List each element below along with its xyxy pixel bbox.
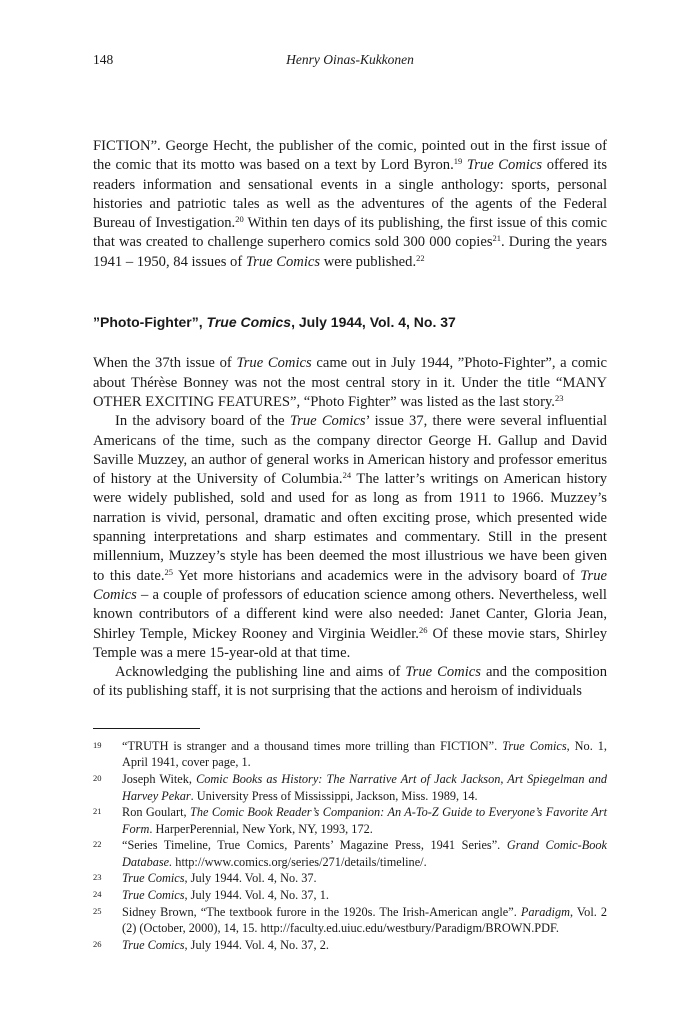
footnote-text: “TRUTH is stranger and a thousand times more trilling than FICTION”. bbox=[122, 738, 503, 753]
text-run: Acknowledging the publishing line and aims of bbox=[115, 664, 406, 681]
footnote-ref[interactable]: 25 bbox=[164, 566, 173, 577]
paragraph bbox=[93, 663, 607, 702]
paragraph bbox=[93, 137, 607, 272]
footnotes bbox=[93, 738, 607, 954]
footnote-italic: True Comics bbox=[122, 937, 185, 952]
text-run: were published. bbox=[320, 253, 417, 270]
footnote-italic: Grand Comic-Book Database. bbox=[122, 838, 607, 869]
footnote-text: Joseph Witek, bbox=[122, 771, 197, 786]
footnote-text: Sidney Brown, “The textbook furore in the 1920s. The Irish-American angle”. bbox=[122, 904, 521, 919]
footnote-number: 21 bbox=[93, 806, 102, 817]
footnote-number: 22 bbox=[93, 839, 102, 850]
running-head: Henry Oinas-Kukkonen bbox=[286, 52, 414, 67]
footnote-italic: True Comics bbox=[502, 738, 567, 753]
page bbox=[93, 52, 607, 953]
footnote-ref[interactable]: 23 bbox=[554, 392, 564, 403]
footnote-text: . HarperPerennial, New York, NY, 1993, 172. bbox=[149, 821, 373, 836]
footnote-text[interactable]: http://www.comics.org/series/271/details/timeline/. bbox=[172, 854, 427, 869]
footnote bbox=[93, 771, 607, 804]
footnote-number: 20 bbox=[93, 772, 102, 783]
footnote bbox=[93, 904, 607, 937]
footnote-text: , No. 1, April 1941, cover page, 1. bbox=[122, 738, 607, 770]
footnote-text: , July 1944. Vol. 4, No. 37, 1. bbox=[184, 888, 329, 903]
footnote-italic: Paradigm bbox=[520, 904, 571, 919]
page-header bbox=[93, 52, 607, 72]
text-run: and the composition of its publishing staff, it is not surprising that the actions and heroism of individuals bbox=[93, 664, 608, 700]
text-run: The latter’s writings on American history were widely published, sold and used for as long as from 1911 to 1966. Muzzey’s narration is vivid, personal, dramatic and often exciting prose, which presented wide spanning interpretations and sharp estimates and commentary. Still in the present millennium, Muzzey’s style has been deemed the most illustrious we have been given to this date. bbox=[93, 471, 607, 584]
text-run: In the advisory board of the bbox=[115, 413, 290, 430]
italic-title: True Comics bbox=[245, 253, 321, 270]
heading-text: ”Photo-Fighter”, bbox=[93, 314, 207, 331]
footnote-ref[interactable]: 20 bbox=[235, 214, 244, 225]
body-text bbox=[93, 137, 607, 702]
footnote-ref[interactable]: 22 bbox=[416, 252, 425, 263]
footnote bbox=[93, 837, 607, 870]
footnote-separator bbox=[93, 728, 200, 729]
footnote-ref[interactable]: 26 bbox=[418, 624, 428, 635]
footnote-text: Ron Goulart, bbox=[122, 805, 190, 820]
footnote bbox=[93, 887, 607, 904]
footnote-ref[interactable]: 21 bbox=[492, 233, 501, 244]
footnote bbox=[93, 870, 607, 887]
footnote-text: “Series Timeline, True Comics, Parents’ Magazine Press, 1941 Series”. bbox=[122, 838, 507, 853]
footnote-number: 19 bbox=[93, 739, 102, 750]
text-run: came out in July 1944, ”Photo-Fighter”, a comic about Thérèse Bonney was not the most central story in it. Under the title “MANY OTHER EXCITING FEATURES”, “Photo Fighter” was listed as the last story. bbox=[93, 355, 607, 410]
footnote-italic: The Comic Book Reader’s Companion: An A-To-Z Guide to Everyone’s Favorite Art Form bbox=[122, 805, 607, 836]
section-heading bbox=[93, 313, 607, 332]
text-run: Of these movie stars, Shirley Temple was a mere 15-year-old at that time. bbox=[93, 625, 607, 661]
text-run: – a couple of professors of education science among others. Nevertheless, well known contributors of a different kind were also needed: Janet Canter, Gloria Jean, Shirley Temple, Mickey Rooney and Virginia Weidler. bbox=[93, 586, 607, 642]
paragraph bbox=[93, 354, 607, 412]
text-run: FICTION”. George Hecht, the publisher of the comic, pointed out in the first issue of the comic that its motto was based on a text by Lord Byron. bbox=[93, 138, 607, 174]
footnote-text[interactable]: , Vol. 2 (2) (October, 2000), 14, 15. http://faculty.ed.uiuc.edu/westbury/Paradigm/BROWN.PDF. bbox=[122, 904, 607, 936]
footnote-italic: True Comics bbox=[122, 888, 185, 903]
footnote bbox=[93, 937, 607, 954]
italic-title: True Comics bbox=[236, 355, 312, 372]
footnote-text: , July 1944. Vol. 4, No. 37, 2. bbox=[184, 937, 329, 952]
heading-italic-title: True Comics bbox=[206, 314, 292, 331]
italic-title: True Comics bbox=[405, 664, 481, 681]
footnote-text: . University Press of Mississippi, Jackson, Miss. 1989, 14. bbox=[190, 788, 478, 803]
footnote-number: 24 bbox=[93, 889, 102, 900]
footnote-italic: Comic Books as History: The Narrative Art of Jack Jackson, Art Spiegelman and Harvey Pekar bbox=[122, 771, 608, 803]
text-run: Within ten days of its publishing, the first issue of this comic that was created to challenge superhero comics sold 300 000 copies bbox=[93, 215, 607, 251]
footnote-number: 26 bbox=[93, 938, 102, 949]
text-run: . During the years 1941 – 1950, 84 issues of bbox=[93, 234, 607, 270]
footnote-ref[interactable]: 19 bbox=[453, 156, 463, 167]
footnote-ref[interactable]: 24 bbox=[342, 470, 352, 481]
text-run: offered its readers information and sensational events in a single anthology: sports, personal histories and patriotic tales as well as the adventures of the agents of the Federal Bureau of Investigation. bbox=[93, 157, 608, 232]
heading-text: , July 1944, Vol. 4, No. 37 bbox=[291, 314, 456, 331]
footnote-italic: True Comics bbox=[122, 871, 185, 886]
italic-title: True Comics bbox=[466, 157, 543, 174]
footnote-number: 25 bbox=[93, 905, 102, 916]
text-run: Yet more historians and academics were in the advisory board of bbox=[172, 567, 581, 584]
paragraph bbox=[93, 412, 607, 663]
page-number: 148 bbox=[93, 52, 114, 67]
italic-title: True Comics bbox=[289, 413, 366, 430]
italic-title: True Comics bbox=[93, 567, 607, 603]
footnote-number: 23 bbox=[93, 872, 102, 883]
footnote bbox=[93, 738, 607, 771]
text-run: When the 37th issue of bbox=[93, 355, 237, 372]
footnote-text: , July 1944. Vol. 4, No. 37. bbox=[184, 871, 317, 886]
text-run: ’ issue 37, there were several influential Americans of the time, such as the company director George H. Gallup and David Saville Muzzey, an author of general works in American history and professor emeritus of history at the University of Columbia. bbox=[93, 413, 607, 488]
footnote bbox=[93, 804, 607, 837]
